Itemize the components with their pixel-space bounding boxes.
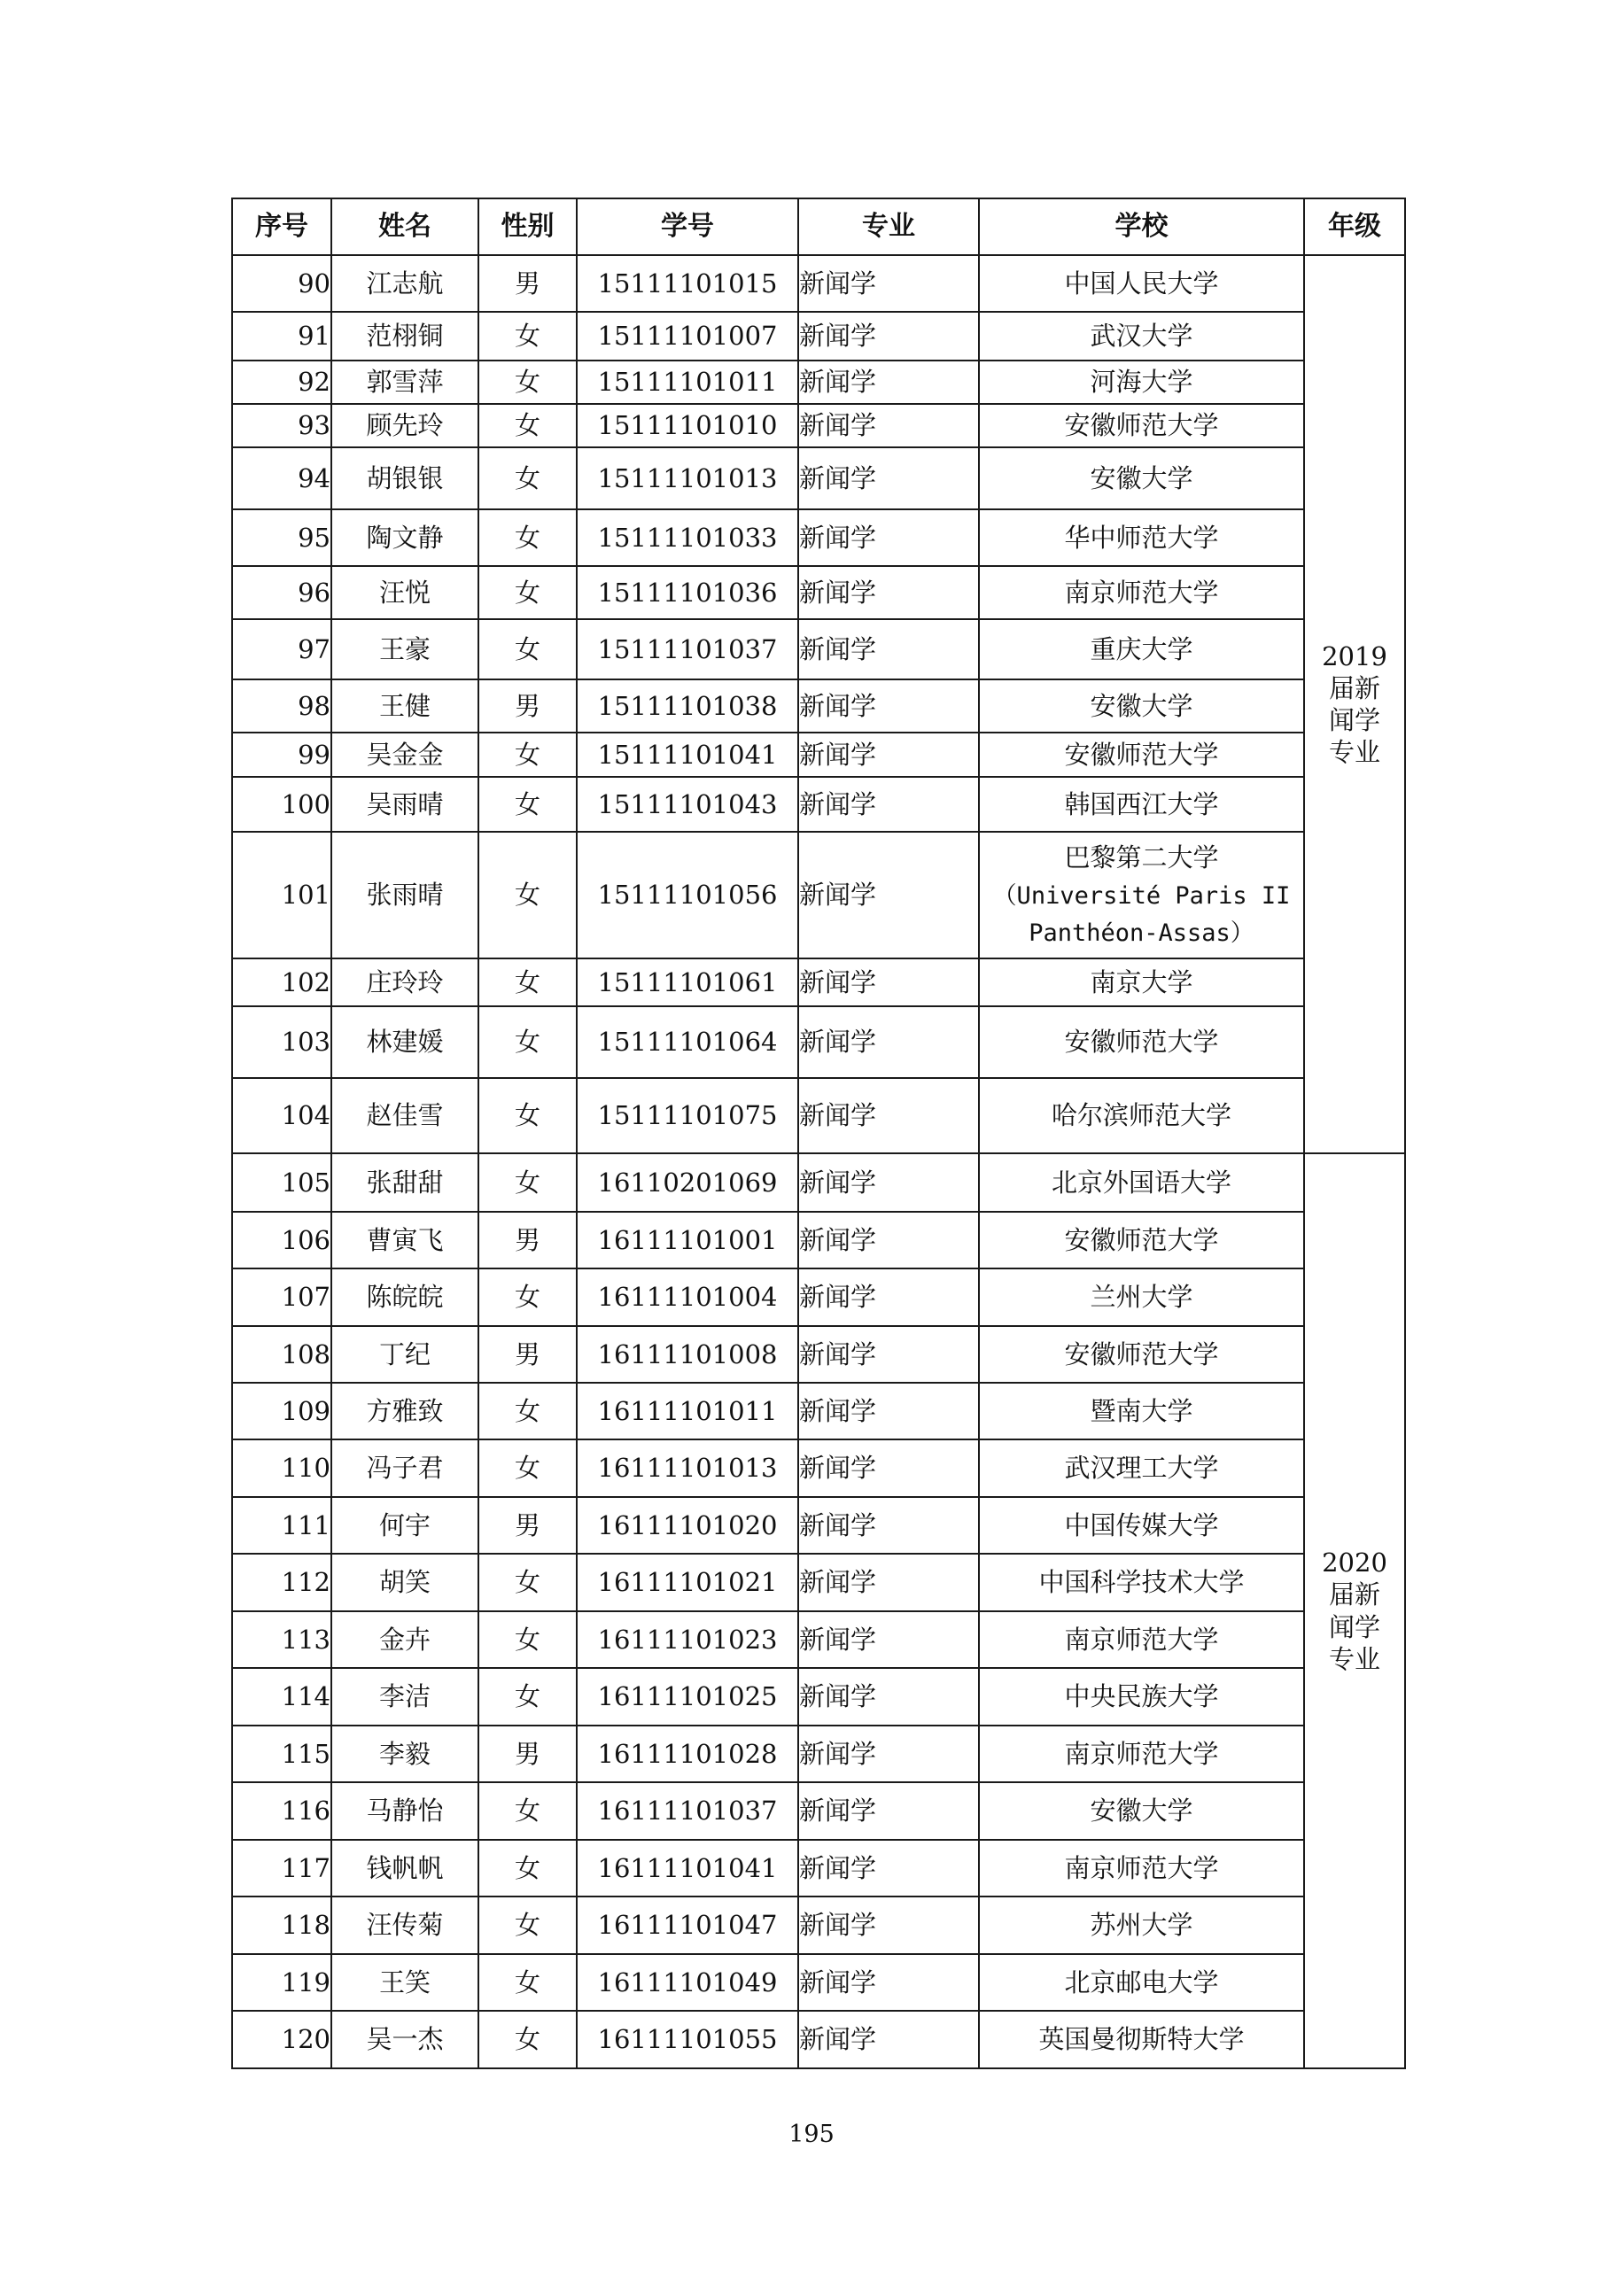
student-id: 16111101049 xyxy=(577,1954,798,2011)
student-school xyxy=(979,733,1304,777)
student-school xyxy=(979,1954,1304,2011)
table-row xyxy=(232,1554,1405,1611)
school-line: 北京外国语大学 xyxy=(1051,1167,1231,1198)
student-major: 新闻学 xyxy=(798,1954,979,2011)
row-index: 91 xyxy=(232,312,331,361)
row-index: 111 xyxy=(232,1497,331,1554)
grade-cell xyxy=(1304,255,1405,1153)
school-line: 安徽师范大学 xyxy=(1064,1338,1219,1369)
school-line: 中央民族大学 xyxy=(1064,1681,1219,1712)
row-index: 98 xyxy=(232,679,331,733)
table-row xyxy=(232,509,1405,566)
school-line: 中国科学技术大学 xyxy=(1038,1567,1245,1598)
student-school xyxy=(979,1726,1304,1782)
student-major: 新闻学 xyxy=(798,566,979,619)
student-name: 胡笑 xyxy=(331,1554,478,1611)
student-sex: 女 xyxy=(478,2011,577,2068)
table-row xyxy=(232,1497,1405,1554)
row-index: 105 xyxy=(232,1153,331,1212)
student-id: 15111101075 xyxy=(577,1078,798,1153)
row-index: 107 xyxy=(232,1268,331,1326)
school-line: 中国传媒大学 xyxy=(1064,1509,1219,1540)
table-row xyxy=(232,1611,1405,1668)
table-row xyxy=(232,832,1405,958)
row-index: 120 xyxy=(232,2011,331,2068)
student-major: 新闻学 xyxy=(798,1212,979,1268)
student-major: 新闻学 xyxy=(798,733,979,777)
student-major: 新闻学 xyxy=(798,404,979,447)
student-id: 16111101055 xyxy=(577,2011,798,2068)
student-id: 15111101056 xyxy=(577,832,798,958)
table-row xyxy=(232,1153,1405,1212)
row-index: 106 xyxy=(232,1212,331,1268)
student-school xyxy=(979,1782,1304,1840)
student-major: 新闻学 xyxy=(798,1897,979,1954)
school-line: 南京师范大学 xyxy=(1064,1624,1219,1655)
student-school xyxy=(979,255,1304,312)
student-id: 15111101033 xyxy=(577,509,798,566)
student-major: 新闻学 xyxy=(798,1611,979,1668)
table-row xyxy=(232,1383,1405,1439)
table-row xyxy=(232,1668,1405,1726)
student-id: 16111101037 xyxy=(577,1782,798,1840)
row-index: 110 xyxy=(232,1439,331,1497)
school-line: 英国曼彻斯特大学 xyxy=(1038,2024,1245,2055)
row-index: 113 xyxy=(232,1611,331,1668)
student-sex: 女 xyxy=(478,1078,577,1153)
student-school xyxy=(979,1497,1304,1554)
student-id: 15111101037 xyxy=(577,619,798,679)
row-index: 95 xyxy=(232,509,331,566)
student-name: 丁纪 xyxy=(331,1326,478,1383)
student-sex: 女 xyxy=(478,777,577,832)
student-name: 马静怡 xyxy=(331,1782,478,1840)
student-school xyxy=(979,777,1304,832)
school-line: 重庆大学 xyxy=(1090,633,1193,664)
header-grade: 年级 xyxy=(1304,198,1405,255)
grade-line: 专业 xyxy=(1328,1643,1380,1674)
student-sex: 女 xyxy=(478,1897,577,1954)
school-line: 华中师范大学 xyxy=(1064,522,1219,553)
student-id: 15111101010 xyxy=(577,404,798,447)
student-major: 新闻学 xyxy=(798,509,979,566)
row-index: 117 xyxy=(232,1840,331,1897)
grade-line: 2019 xyxy=(1322,640,1387,671)
header-sex: 性别 xyxy=(478,198,577,255)
table-row xyxy=(232,679,1405,733)
student-id: 15111101007 xyxy=(577,312,798,361)
student-id: 15111101043 xyxy=(577,777,798,832)
student-id: 15111101064 xyxy=(577,1006,798,1078)
row-index: 102 xyxy=(232,958,331,1006)
graduate-table xyxy=(231,198,1406,2069)
row-index: 104 xyxy=(232,1078,331,1153)
school-line: 南京师范大学 xyxy=(1064,1852,1219,1883)
table-row xyxy=(232,1268,1405,1326)
student-school xyxy=(979,1153,1304,1212)
student-school xyxy=(979,1268,1304,1326)
student-major: 新闻学 xyxy=(798,832,979,958)
student-sex: 女 xyxy=(478,1554,577,1611)
student-id: 15111101011 xyxy=(577,361,798,404)
student-id: 15111101013 xyxy=(577,447,798,509)
header-student-id: 学号 xyxy=(577,198,798,255)
student-school xyxy=(979,1006,1304,1078)
student-major: 新闻学 xyxy=(798,1383,979,1439)
student-name: 张甜甜 xyxy=(331,1153,478,1212)
student-sex: 女 xyxy=(478,447,577,509)
student-id: 16111101047 xyxy=(577,1897,798,1954)
student-school xyxy=(979,1554,1304,1611)
student-sex: 男 xyxy=(478,1726,577,1782)
student-name: 林建媛 xyxy=(331,1006,478,1078)
student-major: 新闻学 xyxy=(798,958,979,1006)
grade-line: 届新 xyxy=(1328,672,1380,703)
table-row xyxy=(232,1439,1405,1497)
student-name: 汪传菊 xyxy=(331,1897,478,1954)
header-index: 序号 xyxy=(232,198,331,255)
student-major: 新闻学 xyxy=(798,447,979,509)
student-sex: 女 xyxy=(478,1668,577,1726)
student-name: 陶文静 xyxy=(331,509,478,566)
school-line: 安徽师范大学 xyxy=(1064,410,1219,441)
student-name: 顾先玲 xyxy=(331,404,478,447)
student-school xyxy=(979,679,1304,733)
student-school xyxy=(979,312,1304,361)
student-major: 新闻学 xyxy=(798,312,979,361)
student-sex: 女 xyxy=(478,1782,577,1840)
student-name: 吴金金 xyxy=(331,733,478,777)
student-major: 新闻学 xyxy=(798,1497,979,1554)
row-index: 103 xyxy=(232,1006,331,1078)
student-school xyxy=(979,361,1304,404)
grade-line: 专业 xyxy=(1328,737,1380,768)
student-school xyxy=(979,1840,1304,1897)
table-row xyxy=(232,2011,1405,2068)
student-school xyxy=(979,958,1304,1006)
student-id: 15111101061 xyxy=(577,958,798,1006)
student-sex: 男 xyxy=(478,1326,577,1383)
school-line: 苏州大学 xyxy=(1090,1910,1193,1941)
student-name: 吴雨晴 xyxy=(331,777,478,832)
student-name: 汪悦 xyxy=(331,566,478,619)
student-name: 钱帆帆 xyxy=(331,1840,478,1897)
student-major: 新闻学 xyxy=(798,255,979,312)
student-school xyxy=(979,1078,1304,1153)
student-major: 新闻学 xyxy=(798,679,979,733)
school-line: 哈尔滨师范大学 xyxy=(1051,1100,1231,1131)
student-id: 15111101038 xyxy=(577,679,798,733)
student-sex: 女 xyxy=(478,958,577,1006)
student-name: 李毅 xyxy=(331,1726,478,1782)
row-index: 97 xyxy=(232,619,331,679)
school-line: 兰州大学 xyxy=(1090,1282,1193,1313)
student-school xyxy=(979,447,1304,509)
student-id: 16111101013 xyxy=(577,1439,798,1497)
student-school xyxy=(979,509,1304,566)
student-id: 15111101041 xyxy=(577,733,798,777)
student-id: 16111101025 xyxy=(577,1668,798,1726)
student-id: 16111101020 xyxy=(577,1497,798,1554)
row-index: 101 xyxy=(232,832,331,958)
student-name: 张雨晴 xyxy=(331,832,478,958)
student-major: 新闻学 xyxy=(798,2011,979,2068)
table-row xyxy=(232,1954,1405,2011)
student-major: 新闻学 xyxy=(798,1554,979,1611)
student-school xyxy=(979,832,1304,958)
school-line: 武汉大学 xyxy=(1090,321,1193,352)
school-line: 安徽师范大学 xyxy=(1064,1027,1219,1058)
student-name: 何宇 xyxy=(331,1497,478,1554)
table-row xyxy=(232,566,1405,619)
student-sex: 女 xyxy=(478,361,577,404)
student-school xyxy=(979,1439,1304,1497)
table-row xyxy=(232,619,1405,679)
student-sex: 女 xyxy=(478,1006,577,1078)
table-row xyxy=(232,1078,1405,1153)
table-row xyxy=(232,404,1405,447)
student-sex: 男 xyxy=(478,679,577,733)
student-school xyxy=(979,619,1304,679)
student-sex: 女 xyxy=(478,1611,577,1668)
student-name: 庄玲玲 xyxy=(331,958,478,1006)
school-line: 暨南大学 xyxy=(1090,1395,1193,1426)
student-school xyxy=(979,566,1304,619)
row-index: 109 xyxy=(232,1383,331,1439)
student-id: 16111101021 xyxy=(577,1554,798,1611)
student-id: 16110201069 xyxy=(577,1153,798,1212)
student-sex: 女 xyxy=(478,733,577,777)
grade-line: 闻学 xyxy=(1328,1611,1380,1642)
student-name: 王豪 xyxy=(331,619,478,679)
student-major: 新闻学 xyxy=(798,1439,979,1497)
student-sex: 女 xyxy=(478,404,577,447)
school-line: Panthéon-Assas） xyxy=(1029,919,1254,947)
row-index: 119 xyxy=(232,1954,331,2011)
student-major: 新闻学 xyxy=(798,361,979,404)
student-id: 15111101015 xyxy=(577,255,798,312)
student-sex: 男 xyxy=(478,255,577,312)
student-sex: 女 xyxy=(478,1439,577,1497)
student-major: 新闻学 xyxy=(798,619,979,679)
table-row xyxy=(232,958,1405,1006)
student-school xyxy=(979,1212,1304,1268)
student-sex: 女 xyxy=(478,1383,577,1439)
grade-line: 闻学 xyxy=(1328,705,1380,735)
table-row xyxy=(232,361,1405,404)
student-name: 范栩铜 xyxy=(331,312,478,361)
row-index: 94 xyxy=(232,447,331,509)
student-major: 新闻学 xyxy=(798,1668,979,1726)
student-major: 新闻学 xyxy=(798,1782,979,1840)
student-sex: 女 xyxy=(478,1954,577,2011)
header-school: 学校 xyxy=(979,198,1304,255)
grade-line: 2020 xyxy=(1322,1547,1387,1578)
school-line: 安徽大学 xyxy=(1090,1796,1193,1827)
student-sex: 男 xyxy=(478,1212,577,1268)
student-sex: 女 xyxy=(478,566,577,619)
table-row xyxy=(232,1726,1405,1782)
page-number: 195 xyxy=(788,2121,835,2148)
student-major: 新闻学 xyxy=(798,1268,979,1326)
student-sex: 女 xyxy=(478,1153,577,1212)
student-sex: 女 xyxy=(478,509,577,566)
table-row xyxy=(232,447,1405,509)
table-body xyxy=(232,255,1405,2068)
table-row xyxy=(232,1006,1405,1078)
student-major: 新闻学 xyxy=(798,1078,979,1153)
student-name: 赵佳雪 xyxy=(331,1078,478,1153)
row-index: 116 xyxy=(232,1782,331,1840)
student-id: 16111101004 xyxy=(577,1268,798,1326)
table-row xyxy=(232,1326,1405,1383)
student-major: 新闻学 xyxy=(798,777,979,832)
table-row xyxy=(232,1212,1405,1268)
student-id: 16111101011 xyxy=(577,1383,798,1439)
student-id: 16111101023 xyxy=(577,1611,798,1668)
student-id: 15111101036 xyxy=(577,566,798,619)
student-name: 江志航 xyxy=(331,255,478,312)
student-name: 吴一杰 xyxy=(331,2011,478,2068)
school-line: 南京师范大学 xyxy=(1064,577,1219,608)
row-index: 92 xyxy=(232,361,331,404)
student-school xyxy=(979,1897,1304,1954)
school-line: 武汉理工大学 xyxy=(1064,1453,1219,1484)
table-row xyxy=(232,312,1405,361)
row-index: 108 xyxy=(232,1326,331,1383)
student-name: 郭雪萍 xyxy=(331,361,478,404)
student-major: 新闻学 xyxy=(798,1726,979,1782)
table-row xyxy=(232,777,1405,832)
student-sex: 男 xyxy=(478,1497,577,1554)
row-index: 90 xyxy=(232,255,331,312)
student-school xyxy=(979,1383,1304,1439)
school-line: 南京大学 xyxy=(1090,966,1193,997)
student-major: 新闻学 xyxy=(798,1153,979,1212)
student-name: 王笑 xyxy=(331,1954,478,2011)
student-school xyxy=(979,1326,1304,1383)
row-index: 114 xyxy=(232,1668,331,1726)
student-name: 陈皖皖 xyxy=(331,1268,478,1326)
grade-cell xyxy=(1304,1153,1405,2068)
school-line: 巴黎第二大学 xyxy=(1064,842,1219,873)
table-row xyxy=(232,733,1405,777)
student-sex: 女 xyxy=(478,619,577,679)
school-line: 安徽师范大学 xyxy=(1064,739,1219,770)
student-id: 16111101001 xyxy=(577,1212,798,1268)
table-row xyxy=(232,1782,1405,1840)
student-major: 新闻学 xyxy=(798,1326,979,1383)
row-index: 99 xyxy=(232,733,331,777)
student-major: 新闻学 xyxy=(798,1840,979,1897)
school-line: 安徽大学 xyxy=(1090,690,1193,721)
student-name: 金卉 xyxy=(331,1611,478,1668)
student-id: 16111101028 xyxy=(577,1726,798,1782)
student-name: 冯子君 xyxy=(331,1439,478,1497)
row-index: 115 xyxy=(232,1726,331,1782)
school-line: 安徽师范大学 xyxy=(1064,1224,1219,1255)
student-sex: 女 xyxy=(478,832,577,958)
school-line: 中国人民大学 xyxy=(1064,268,1219,299)
student-major: 新闻学 xyxy=(798,1006,979,1078)
school-line: 北京邮电大学 xyxy=(1064,1966,1219,1997)
school-line: 南京师范大学 xyxy=(1064,1738,1219,1769)
student-id: 16111101041 xyxy=(577,1840,798,1897)
table-row xyxy=(232,255,1405,312)
grade-line: 届新 xyxy=(1328,1579,1380,1610)
student-name: 李洁 xyxy=(331,1668,478,1726)
row-index: 93 xyxy=(232,404,331,447)
student-sex: 女 xyxy=(478,1268,577,1326)
header-major: 专业 xyxy=(798,198,979,255)
student-school xyxy=(979,1668,1304,1726)
row-index: 118 xyxy=(232,1897,331,1954)
student-id: 16111101008 xyxy=(577,1326,798,1383)
school-line: 安徽大学 xyxy=(1090,462,1193,493)
school-line: （Université Paris II xyxy=(992,882,1291,911)
school-line: 河海大学 xyxy=(1090,367,1193,398)
student-name: 胡银银 xyxy=(331,447,478,509)
row-index: 96 xyxy=(232,566,331,619)
student-sex: 女 xyxy=(478,1840,577,1897)
student-school xyxy=(979,1611,1304,1668)
header-name: 姓名 xyxy=(331,198,478,255)
row-index: 112 xyxy=(232,1554,331,1611)
student-sex: 女 xyxy=(478,312,577,361)
student-school xyxy=(979,2011,1304,2068)
header-row xyxy=(232,198,1405,255)
student-school xyxy=(979,404,1304,447)
row-index: 100 xyxy=(232,777,331,832)
student-name: 王健 xyxy=(331,679,478,733)
school-line: 韩国西江大学 xyxy=(1064,788,1219,819)
table-row xyxy=(232,1897,1405,1954)
student-name: 曹寅飞 xyxy=(331,1212,478,1268)
table-row xyxy=(232,1840,1405,1897)
student-name: 方雅致 xyxy=(331,1383,478,1439)
